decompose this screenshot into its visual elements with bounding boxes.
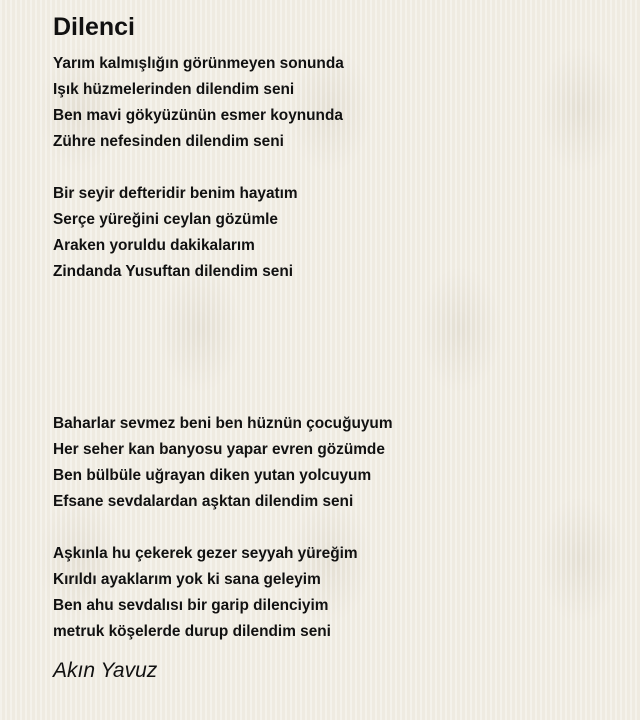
poem-line: Bir seyir defteridir benim hayatım [53,185,298,202]
poem-line: Baharlar sevmez beni ben hüznün çocuğuyum [53,415,393,432]
poem-line: Işık hüzmelerinden dilendim seni [53,81,295,98]
poem-line: Zühre nefesinden dilendim seni [53,133,284,150]
poem-line: Efsane sevdalardan aşktan dilendim seni [53,493,354,510]
stanza-2 [53,181,298,285]
poem-line: Serçe yüreğini ceylan gözümle [53,211,278,228]
poem-line: Her seher kan banyosu yapar evren gözümde [53,441,385,458]
poem-line: Ben mavi gökyüzünün esmer koynunda [53,107,343,124]
stanza-3 [53,411,393,515]
poem-line: Ben ahu sevdalısı bir garip dilenciyim [53,597,329,614]
poem-line: Aşkınla hu çekerek gezer seyyah yüreğim [53,545,358,562]
poem-author: Akın Yavuz [53,659,158,682]
poem-line: Zindanda Yusuftan dilendim seni [53,263,294,280]
stanza-4 [53,541,358,645]
stanza-1 [53,51,344,155]
poem-line: Ben bülbüle uğrayan diken yutan yolcuyum [53,467,372,484]
poem-line: Kırıldı ayaklarım yok ki sana geleyim [53,571,321,588]
poem-line: Araken yoruldu dakikalarım [53,237,255,254]
poem-line: metruk köşelerde durup dilendim seni [53,623,331,640]
poem-title: Dilenci [53,13,135,41]
poem-line: Yarım kalmışlığın görünmeyen sonunda [53,55,344,72]
